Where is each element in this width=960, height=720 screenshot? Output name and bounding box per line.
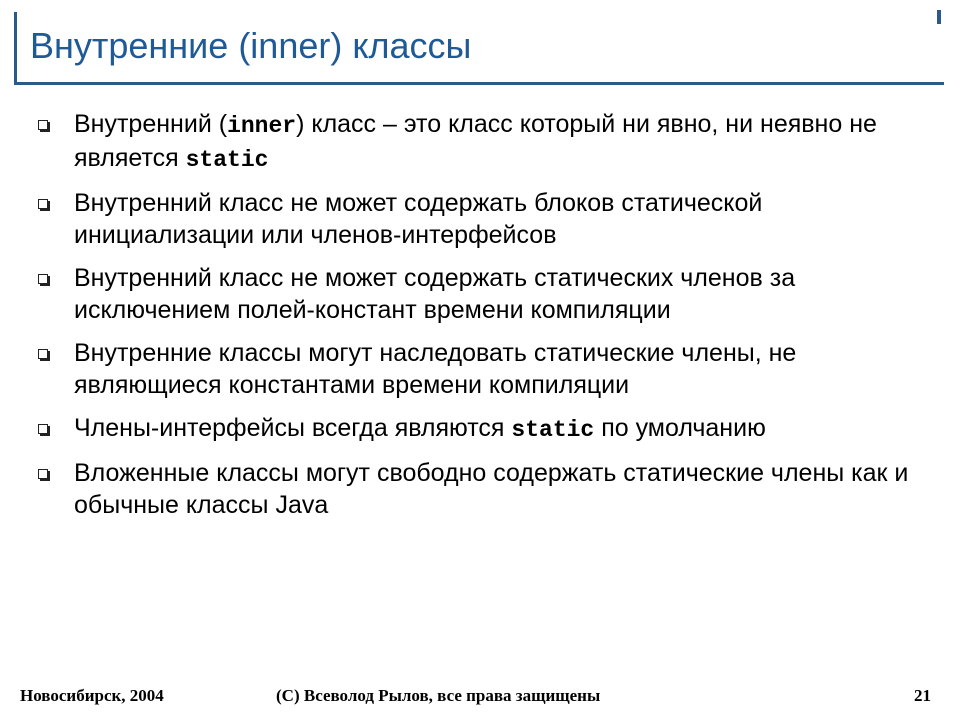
square-bullet-icon xyxy=(38,349,48,359)
square-bullet-icon xyxy=(38,120,48,130)
bullet-item xyxy=(34,262,914,326)
bullet-item xyxy=(34,108,914,176)
code-keyword: static xyxy=(185,147,269,173)
footer-copyright: (С) Всеволод Рылов, все права защищены xyxy=(276,686,601,705)
footer-location: Новосибирск, 2004 xyxy=(20,686,164,705)
slide-title: Внутренние (inner) классы xyxy=(30,25,472,66)
bullet-item xyxy=(34,337,914,401)
code-keyword: inner xyxy=(227,113,297,139)
bullet-list xyxy=(34,108,914,532)
bullet-item xyxy=(34,412,914,446)
square-bullet-icon xyxy=(38,469,48,479)
bullet-item xyxy=(34,457,914,521)
page-number: 21 xyxy=(914,686,931,705)
bullet-text: Внутренние классы могут наследовать статические члены, не являющиеся константами времени компиляции xyxy=(74,339,797,399)
square-bullet-icon xyxy=(38,274,48,284)
bullet-text: Внутренний класс не может содержать статических членов за исключением полей-констант времени компиляции xyxy=(74,264,796,324)
bullet-text: Внутренний класс не может содержать блоков статической инициализации или членов-интерфейсов xyxy=(74,189,763,249)
bullet-item xyxy=(34,187,914,251)
title-rule-horizontal xyxy=(14,82,944,85)
bullet-text: Члены-интерфейсы всегда являются static по умолчанию xyxy=(74,414,766,443)
title-rule-vertical xyxy=(14,12,17,84)
code-keyword: static xyxy=(511,417,595,443)
corner-mark xyxy=(937,10,941,24)
bullet-text: Вложенные классы могут свободно содержать статические члены как и обычные классы Java xyxy=(74,459,909,519)
square-bullet-icon xyxy=(38,199,48,209)
square-bullet-icon xyxy=(38,424,48,434)
bullet-text: Внутренний (inner) класс – это класс который ни явно, ни неявно не является static xyxy=(74,110,877,173)
